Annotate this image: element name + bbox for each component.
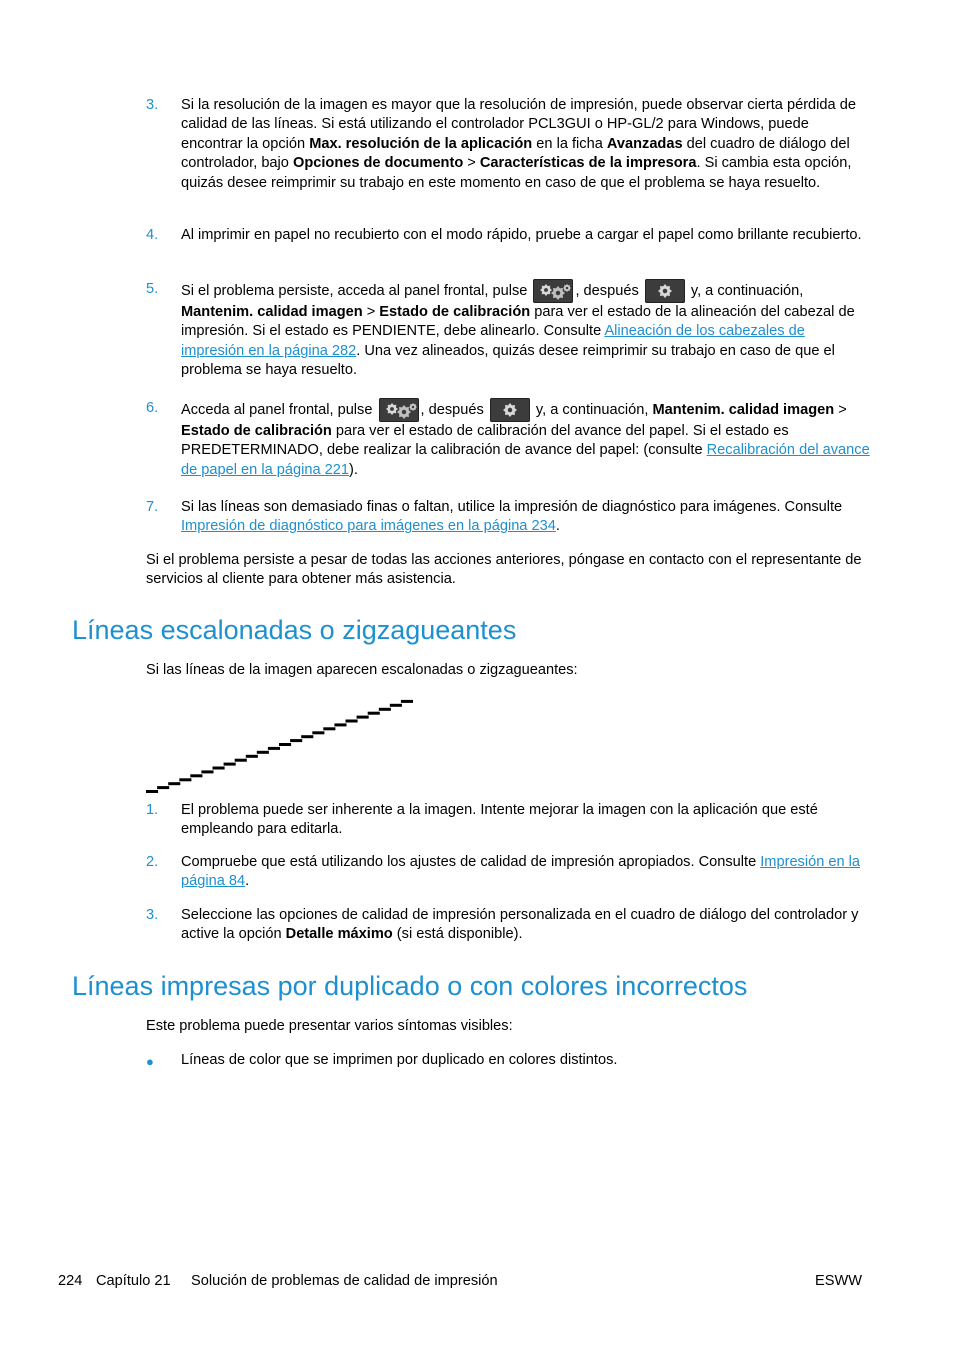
jagged-line-step bbox=[290, 739, 302, 742]
list-number: 6. bbox=[146, 400, 159, 416]
list-item-text bbox=[181, 279, 871, 381]
text-run: > bbox=[463, 155, 480, 172]
text-run: para ver el estado de la alineación del cabezal de impresión. Si el estado es PENDIENTE, debe alinearlo. Consulte bbox=[181, 304, 855, 340]
list-number: 3. bbox=[146, 907, 159, 923]
text-run: (si está disponible). bbox=[392, 926, 523, 943]
text-run: . bbox=[245, 873, 250, 890]
cross-reference-link[interactable]: Alineación de los cabezales de impresión en la página 282 bbox=[181, 323, 805, 359]
list-number: 7. bbox=[146, 499, 159, 515]
jagged-line-step bbox=[346, 720, 358, 723]
list-number: 2. bbox=[146, 854, 159, 870]
text-run: Acceda al panel frontal, pulse bbox=[181, 401, 377, 418]
list-item-text bbox=[181, 801, 871, 840]
jagged-line-step bbox=[190, 774, 202, 777]
jagged-line-step bbox=[179, 778, 191, 781]
bold-option-label: Estado de calibración bbox=[181, 423, 332, 439]
list-number: 4. bbox=[146, 227, 159, 243]
section-intro: Este problema puede presentar varios síntomas visibles: bbox=[146, 1018, 513, 1034]
jagged-line-step bbox=[390, 704, 402, 707]
text-run: Compruebe que está utilizando los ajustes de calidad de impresión apropiados. Consulte bbox=[181, 854, 761, 870]
settings-icon bbox=[490, 398, 530, 422]
text-run: Seleccione las opciones de calidad de impresión personalizada en el cuadro de diálogo del controlador y active la opción bbox=[181, 907, 859, 943]
jagged-line-step bbox=[224, 763, 236, 766]
list-item-text bbox=[181, 853, 871, 892]
jagged-line-step bbox=[312, 731, 324, 734]
list-number: 5. bbox=[146, 281, 159, 297]
jagged-line-step bbox=[323, 727, 335, 730]
cross-reference-link[interactable]: Recalibración del avance de papel en la página 221 bbox=[181, 442, 870, 478]
closing-paragraph: Si el problema persiste a pesar de todas las acciones anteriores, póngase en contacto con el representante de servicios al cliente para obtener más asistencia. bbox=[146, 552, 862, 588]
jagged-line-step bbox=[257, 751, 269, 754]
bold-option-label: Opciones de documento bbox=[292, 155, 464, 172]
maintenance-icon bbox=[379, 398, 419, 422]
footer-right-label: ESWW bbox=[815, 1273, 863, 1289]
jagged-line-step bbox=[157, 786, 169, 789]
bold-option-label: Mantenim. calidad imagen bbox=[652, 401, 835, 418]
text-run: , después bbox=[575, 282, 643, 299]
text-run: para ver el estado de calibración del avance del papel. Si el estado es PREDETERMINADO, debe realizar la calibración de avance del papel: (consulte bbox=[181, 423, 789, 459]
bold-option-label: Estado de calibración bbox=[379, 304, 531, 320]
text-run: . bbox=[555, 518, 560, 535]
text-run: > bbox=[362, 304, 380, 320]
text-run: ). bbox=[348, 461, 358, 478]
jagged-line-step bbox=[279, 743, 291, 746]
footer-chapter: Capítulo 21 bbox=[96, 1273, 171, 1289]
jagged-line-step bbox=[168, 782, 180, 785]
text-run: y, a continuación, bbox=[686, 282, 804, 299]
text-run: Al imprimir en papel no recubierto con el modo rápido, pruebe a cargar el papel como brillante recubierto. bbox=[181, 227, 862, 243]
cross-reference-link[interactable]: Impresión de diagnóstico para imágenes en la página 234 bbox=[181, 518, 556, 535]
settings-icon bbox=[645, 279, 685, 303]
list-item-text bbox=[181, 498, 871, 537]
jagged-line-step bbox=[301, 735, 313, 738]
list-item-text bbox=[181, 398, 871, 480]
bullet-icon: ● bbox=[146, 1054, 154, 1069]
text-run: Si las líneas son demasiado finas o faltan, utilice la impresión de diagnóstico para imágenes. Consulte bbox=[181, 499, 843, 515]
jagged-line-step bbox=[334, 723, 346, 726]
jagged-line-step bbox=[401, 700, 413, 703]
text-run: y, a continuación, bbox=[531, 401, 653, 418]
footer-page-number: 224 bbox=[58, 1273, 83, 1289]
section-intro: Si las líneas de la imagen aparecen escalonadas o zigzagueantes: bbox=[146, 662, 578, 678]
bold-option-label: Características de la impresora bbox=[479, 155, 697, 172]
jagged-line-step bbox=[246, 755, 258, 758]
jagged-line-step bbox=[213, 767, 225, 770]
jagged-line-step bbox=[201, 770, 213, 773]
text-run: . Si cambia esta opción, quizás desee reimprimir su trabajo en este momento en caso de que el problema se haya resuelto. bbox=[181, 155, 852, 191]
jagged-line-step bbox=[357, 716, 369, 719]
section-heading-duplicate-lines: Líneas impresas por duplicado o con colores incorrectos bbox=[72, 971, 748, 1001]
list-item-text bbox=[181, 226, 871, 245]
jagged-line-step bbox=[268, 747, 280, 750]
cross-reference-link[interactable]: Impresión en la página 84 bbox=[181, 854, 861, 890]
bullet-item-text: Líneas de color que se imprimen por duplicado en colores distintos. bbox=[181, 1052, 618, 1068]
section-heading-jagged-lines: Líneas escalonadas o zigzagueantes bbox=[72, 615, 517, 645]
text-run: , después bbox=[420, 401, 488, 418]
text-run: . Una vez alineados, quizás desee reimprimir su trabajo en caso de que el problema se haya resuelto. bbox=[181, 342, 835, 379]
bold-option-label: Mantenim. calidad imagen bbox=[181, 304, 363, 320]
list-number: 3. bbox=[146, 97, 159, 113]
list-number: 1. bbox=[146, 802, 159, 818]
jagged-line-step bbox=[235, 759, 247, 762]
jagged-line-step bbox=[379, 708, 391, 711]
jagged-line-step bbox=[368, 712, 380, 715]
text-run: del cuadro de diálogo del controlador, bajo bbox=[181, 135, 850, 172]
jagged-line-step bbox=[146, 790, 158, 793]
list-item-text bbox=[181, 96, 871, 193]
footer-chapter-title: Solución de problemas de calidad de impresión bbox=[191, 1273, 498, 1289]
maintenance-icon bbox=[533, 279, 573, 303]
text-run: Si el problema persiste, acceda al panel frontal, pulse bbox=[181, 282, 532, 299]
bold-option-label: Avanzadas bbox=[606, 135, 683, 152]
text-run: El problema puede ser inherente a la imagen. Intente mejorar la imagen con la aplicación que esté empleando para editarla. bbox=[181, 802, 818, 838]
list-item-text bbox=[181, 906, 871, 945]
text-run: en la ficha bbox=[532, 135, 607, 152]
jagged-line-illustration bbox=[144, 694, 416, 798]
bold-option-label: Max. resolución de la aplicación bbox=[309, 135, 533, 152]
text-run: Si la resolución de la imagen es mayor que la resolución de impresión, puede observar cierta pérdida de calidad de las líneas. Si está utilizando el controlador PCL3GUI o HP-GL/2 para Windows, puede encontrar la opción bbox=[181, 97, 856, 152]
bold-option-label: Detalle máximo bbox=[285, 926, 393, 943]
text-run: > bbox=[834, 401, 847, 418]
